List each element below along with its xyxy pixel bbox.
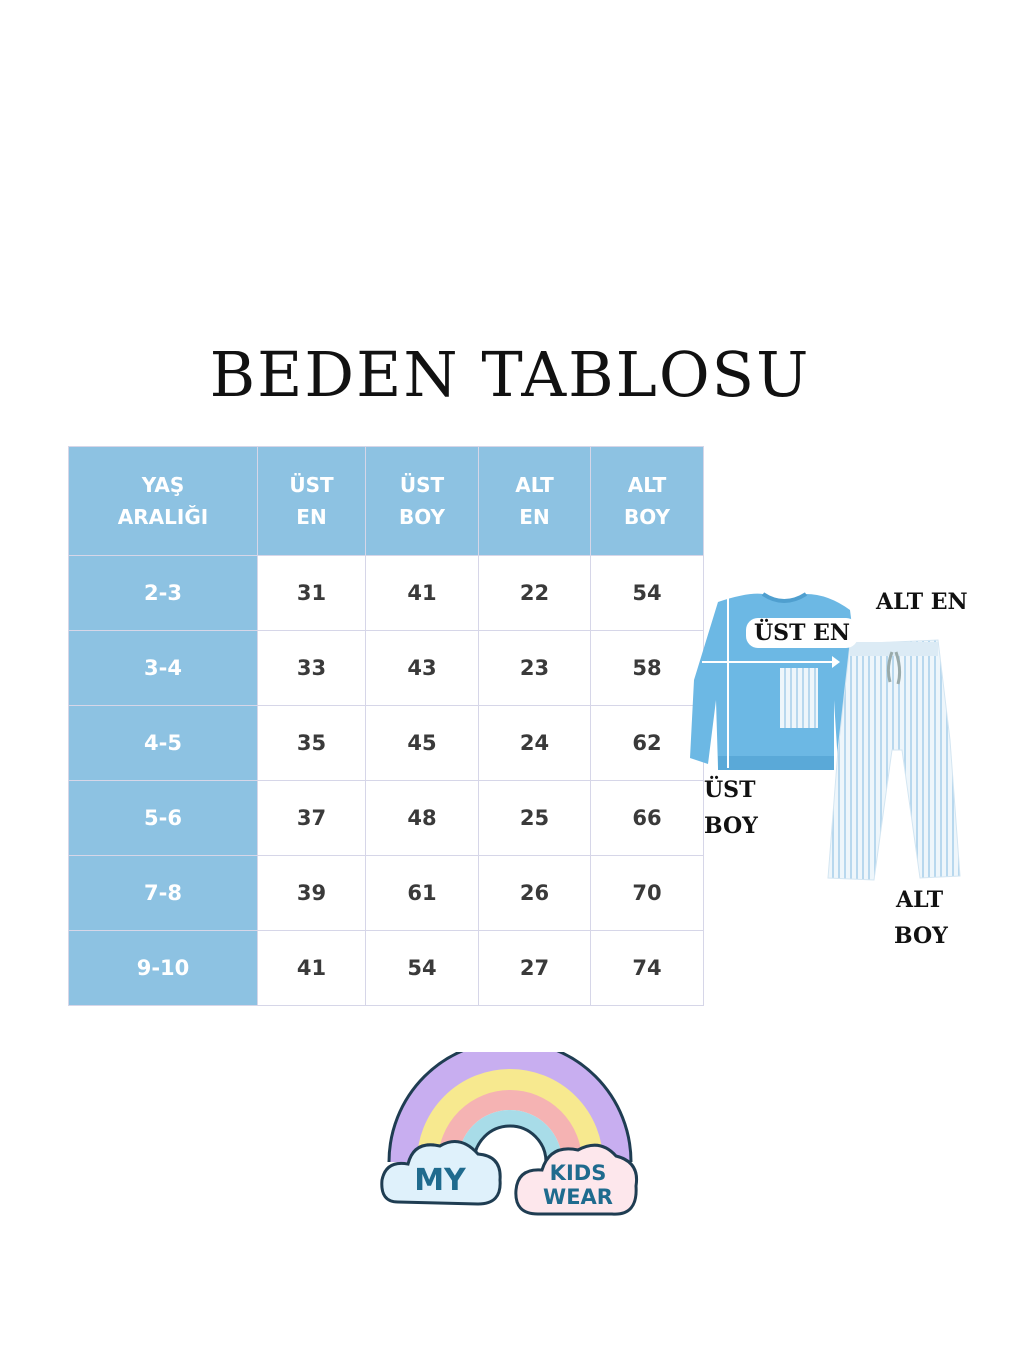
table-cell: 41 [366,556,479,631]
table-cell: 61 [366,856,479,931]
table-header-row [69,447,704,556]
table-cell: 54 [366,931,479,1006]
age-cell: 2-3 [69,556,258,631]
header-top-length: ÜST BOY [366,447,479,556]
page-title: BEDEN TABLOSU [209,338,811,411]
header-bottom-width: ALT EN [479,447,591,556]
size-table [68,446,704,1006]
label-bottom-width: ALT EN [876,589,968,615]
label-top-width: ÜST EN [746,618,858,648]
brand-logo [378,1052,642,1222]
table-cell: 27 [479,931,591,1006]
table-cell: 45 [366,706,479,781]
label-bottom-length-line2: BOY [894,923,948,949]
label-top-length-line1: ÜST [704,777,756,803]
age-cell: 4-5 [69,706,258,781]
table-cell: 26 [479,856,591,931]
table-cell: 66 [591,781,704,856]
table-cell: 39 [258,856,366,931]
table-cell: 23 [479,631,591,706]
table-cell: 43 [366,631,479,706]
table-row [69,856,704,931]
table-row [69,706,704,781]
age-cell: 9-10 [69,931,258,1006]
table-cell: 70 [591,856,704,931]
header-bottom-length: ALT BOY [591,447,704,556]
logo-text-kids: KIDS [549,1161,607,1185]
label-bottom-length-line1: ALT [896,887,944,913]
age-cell: 5-6 [69,781,258,856]
table-cell: 33 [258,631,366,706]
header-age-range: YAŞ ARALIĞI [69,447,258,556]
table-row [69,631,704,706]
table-cell: 48 [366,781,479,856]
rainbow-logo-icon [378,1052,642,1222]
table-cell: 24 [479,706,591,781]
table-row [69,931,704,1006]
table-cell: 58 [591,631,704,706]
pants-icon [828,640,960,880]
header-top-width: ÜST EN [258,447,366,556]
label-top-length-line2: BOY [704,813,758,839]
table-row [69,781,704,856]
table-cell: 25 [479,781,591,856]
logo-text-wear: WEAR [543,1185,613,1209]
table-cell: 37 [258,781,366,856]
table-cell: 74 [591,931,704,1006]
age-cell: 7-8 [69,856,258,931]
table-cell: 22 [479,556,591,631]
table-row [69,556,704,631]
table-cell: 35 [258,706,366,781]
table-cell: 31 [258,556,366,631]
garment-illustration [688,580,978,960]
table-cell: 41 [258,931,366,1006]
logo-text-my: MY [414,1163,466,1198]
table-cell: 54 [591,556,704,631]
age-cell: 3-4 [69,631,258,706]
table-cell: 62 [591,706,704,781]
